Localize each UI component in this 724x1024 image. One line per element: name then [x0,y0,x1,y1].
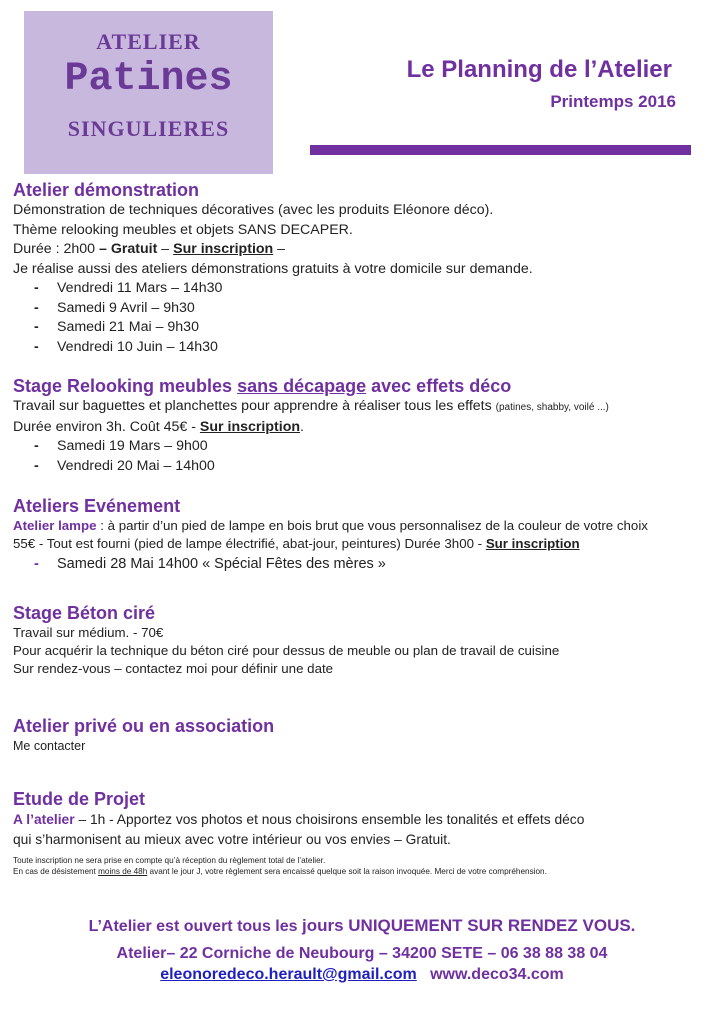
note-line: Toute inscription ne sera prise en compte qu’à réception du règlement total de l’atelier. [13,856,326,865]
text: . [300,418,304,435]
date-list [13,437,703,476]
text-line: Sur rendez-vous – contactez moi pour définir une date [13,661,334,676]
text-line [13,810,703,830]
section-projet [13,788,703,849]
text: Durée environ 3h. Coût 45€ - [13,418,200,435]
text-line [13,535,703,553]
section-stage-relooking [13,375,703,476]
logo-box [24,11,273,174]
section-title: Ateliers Evénement [13,496,181,516]
atelier-label: A l’atelier [13,812,75,827]
page-title: Le Planning de l’Atelier [406,56,672,83]
inscription-label: Sur inscription [485,536,580,551]
list-item: - Vendredi 20 Mai – 14h00 [34,457,215,474]
section-title: Etude de Projet [13,789,146,809]
header-divider [310,145,691,155]
text: En cas de désistement [13,867,99,876]
text: L’Atelier est ouvert tous les [88,918,302,935]
text: : à partir d’un pied de lampe en bois brut que vous personnalisez de la couleur de votre choix [96,518,648,533]
section-title: Atelier privé ou en association [13,716,275,736]
list-item: - Samedi 21 Mai – 9h30 [34,319,199,335]
email-link[interactable]: eleonoredeco.herault@gmail.com [160,966,417,983]
text-line [13,517,703,535]
section-beton [13,602,703,678]
text-line: qui s’harmonisent au mieux avec votre intérieur ou vos envies – Gratuit. [13,831,451,847]
text-line [13,418,703,438]
text: 55€ - Tout est fourni (pied de lampe électrifié, abat-jour, peintures) Durée 3h00 - [13,536,486,551]
website-link[interactable]: www.deco34.com [430,966,564,983]
section-demonstration [13,179,703,357]
title-part-underlined: sans décapage [237,376,367,396]
inscription-label: Sur inscription [173,241,274,257]
title-part: Stage Relooking meubles [13,376,238,396]
list-item: - Samedi 9 Avril – 9h30 [34,299,195,316]
section-evenement [13,495,703,575]
date-list [13,279,703,357]
text: Durée : 2h00 [13,241,99,257]
inscription-label: Sur inscription [199,418,301,435]
text: Travail sur baguettes et planchettes pour apprendre à réaliser tous les effets [13,398,496,414]
text-line: Démonstration de techniques décoratives (avec les produits Eléonore déco). [13,202,494,218]
lamp-label: Atelier lampe [13,518,97,533]
notes [13,855,703,877]
logo-line-1: ATELIER [96,29,201,54]
text-line: Thème relooking meubles et objets SANS DECAPER. [13,221,353,238]
duration-line [13,240,703,260]
list-item: - Samedi 28 Mai 14h00 « Spécial Fêtes des mères » [34,556,386,572]
text-line: Travail sur médium. - 70€ [13,625,164,640]
title-part: avec effets déco [366,376,512,396]
date-text: Samedi 28 Mai 14h00 « Spécial Fêtes des mères » [57,556,386,572]
date-list [13,555,703,575]
text: – 1h - Apportez vos photos et nous choisirons ensemble les tonalités et effets déco [74,812,585,827]
text: jours UNIQUEMENT SUR RENDEZ VOUS. [301,916,636,935]
note-line [13,866,703,877]
footer-contact [0,966,724,984]
logo-line-3: SINGULIERES [67,116,230,141]
logo-line-2: Patines [64,57,233,102]
date-text: Samedi 9 Avril – 9h30 [57,299,195,316]
text: – [157,241,174,257]
footer-address: Atelier– 22 Corniche de Neubourg – 34200 SETE – 06 38 88 38 04 [116,945,608,962]
list-item: - Vendredi 11 Mars – 14h30 [34,280,223,296]
date-text: Samedi 19 Mars – 9h00 [57,438,208,454]
footer-opening [0,916,724,936]
date-text: Vendredi 20 Mai – 14h00 [57,457,215,474]
text-line [13,397,703,418]
text: avant le jour J, votre règlement sera encaissé quelque soit la raison invoquée. Merci de votre compréhension. [147,867,547,876]
section-title: Stage Béton ciré [13,603,156,623]
date-text: Samedi 21 Mai – 9h30 [57,319,199,335]
date-text: Vendredi 11 Mars – 14h30 [57,280,223,296]
text-line: Pour acquérir la technique du béton ciré pour dessus de meuble ou plan de travail de cuisine [13,643,560,658]
section-title: Atelier démonstration [13,180,200,200]
list-item: - Samedi 19 Mars – 9h00 [34,438,208,454]
list-item: - Vendredi 10 Juin – 14h30 [34,338,218,355]
gratuit-label: – Gratuit [98,241,158,257]
small-text: (patines, shabby, voilé ...) [495,402,609,413]
text: – [273,241,286,257]
section-title [13,375,703,397]
date-text: Vendredi 10 Juin – 14h30 [57,338,218,355]
page-subtitle: Printemps 2016 [550,92,676,111]
text-line: Me contacter [13,739,86,753]
text-underlined: moins de 48h [98,867,148,876]
section-prive [13,715,703,755]
text-line: Je réalise aussi des ateliers démonstrations gratuits à votre domicile sur demande. [13,260,533,277]
